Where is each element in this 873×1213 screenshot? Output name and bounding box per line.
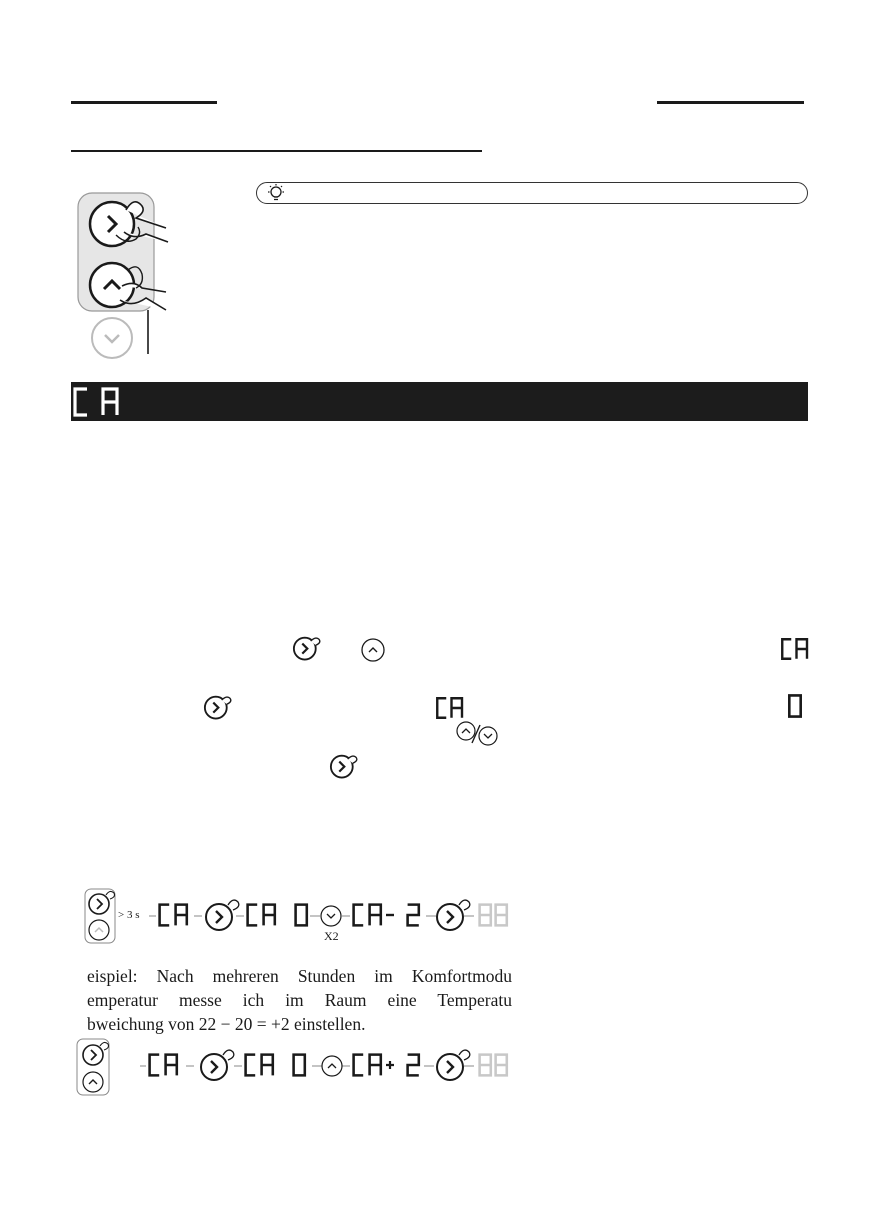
example-text	[87, 964, 512, 1036]
next-button-press-icon-3	[328, 754, 364, 786]
header-rule-left	[71, 101, 217, 104]
control-panel-illustration	[76, 190, 176, 360]
line1-code-ca	[775, 637, 815, 665]
repeat-label: X2	[324, 929, 339, 943]
section-header-bar	[71, 382, 808, 421]
up-down-buttons-icon	[454, 721, 502, 751]
tip-bar	[256, 182, 808, 204]
example2-sequence	[76, 1037, 516, 1097]
line2-code-ca	[430, 696, 470, 724]
lightbulb-icon	[263, 183, 289, 207]
next-button-press-icon-2	[202, 695, 238, 727]
example-text-line3: bweichung von 22 − 20 = +2 einstellen.	[87, 1014, 366, 1034]
example-text-line1: eispiel: Nach mehreren Stunden im Komfortmodu	[87, 966, 512, 986]
header-rule-right	[657, 101, 804, 104]
example-text-line2: emperatur messe ich im Raum eine Temperatu	[87, 990, 512, 1010]
hold-time-label: > 3 s	[118, 909, 140, 921]
subtitle-rule	[71, 150, 482, 152]
example1-sequence	[84, 887, 514, 947]
line2-value-zero	[784, 693, 806, 723]
section-code-ca	[71, 385, 131, 419]
up-button-icon	[360, 637, 386, 667]
next-button-press-icon	[291, 636, 327, 668]
